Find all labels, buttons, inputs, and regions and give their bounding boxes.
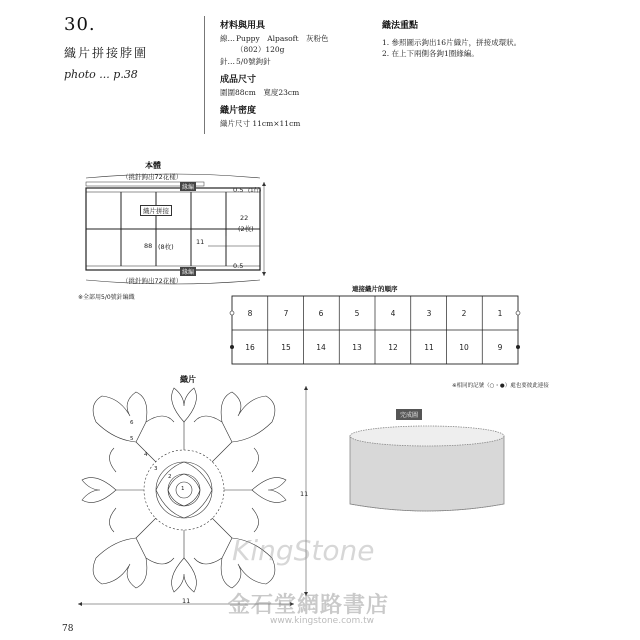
order-cell: 11 <box>424 343 434 352</box>
yarn-value: Puppy Alpasoft 灰粉色 <box>236 34 329 43</box>
size-heading: 成品尺寸 <box>220 75 257 85</box>
body-total-height-unit: (2枚) <box>238 225 254 233</box>
finished-label: 完成圖 <box>396 409 422 420</box>
order-cell: 7 <box>283 309 289 318</box>
motif-chart-title: 織片 <box>180 375 196 384</box>
order-cell: 6 <box>318 309 324 318</box>
yarn-detail: （802）120g <box>236 45 285 54</box>
order-cell: 15 <box>281 343 291 352</box>
page-number: 78 <box>62 624 74 634</box>
motif-height-label: 11 <box>300 490 309 498</box>
order-cell: 3 <box>426 309 432 318</box>
order-cell: 2 <box>461 309 467 318</box>
round-mark: 5 <box>130 436 134 442</box>
edge-label-top: 緣編 <box>182 184 195 191</box>
order-cell: 5 <box>354 309 360 318</box>
header-divider <box>204 16 205 134</box>
pattern-title: 織片拼接脖圍 <box>64 46 149 60</box>
motif-stitch-diagram <box>74 382 314 614</box>
watermark-cn: 金石堂網路書店 <box>228 592 390 618</box>
hook-label: 針… <box>220 57 235 66</box>
method-step-2: 2. 在上下兩側各鉤1圈緣編。 <box>382 49 479 58</box>
body-top-note: （挑針鉤出72花樣） <box>122 173 183 181</box>
body-width-label: 88 <box>144 242 153 250</box>
motif-width-label: 11 <box>182 597 191 605</box>
motif-join-label: 織片拼接 <box>140 205 172 216</box>
gauge-heading: 織片密度 <box>220 106 257 116</box>
method-heading: 織法重點 <box>382 21 419 31</box>
body-chart-title: 本體 <box>145 161 161 170</box>
round-mark: 1 <box>181 486 185 492</box>
edge-height-top: 0.5 <box>233 186 244 194</box>
materials-heading: 材料與用具 <box>220 21 266 31</box>
order-cell: 10 <box>459 343 469 352</box>
round-mark: 6 <box>130 420 134 426</box>
method-step-1: 1. 參照圖示鉤出16片織片，拼接成環狀。 <box>382 38 522 47</box>
edge-label-bottom: 緣編 <box>182 269 195 276</box>
order-chart-grid <box>226 294 526 368</box>
body-footnote: ※全部用5/0號針編織 <box>78 294 135 301</box>
body-width-unit: (8枚) <box>158 243 174 251</box>
round-mark: 4 <box>144 452 148 458</box>
order-chart-title: 連接織片的順序 <box>352 285 398 293</box>
round-mark: 2 <box>168 474 172 480</box>
order-cell: 1 <box>497 309 503 318</box>
edge-height-bottom: 0.5 <box>233 262 244 270</box>
body-row-unit-top: (1行) <box>248 188 262 194</box>
pattern-number: 30. <box>64 14 96 35</box>
hook-value: 5/0號鉤針 <box>236 57 271 66</box>
body-motif-width: 11 <box>196 238 205 246</box>
gauge-value: 織片尺寸 11cm×11cm <box>220 119 301 128</box>
yarn-label: 線… <box>220 34 235 43</box>
order-legend: ※相同的記號（○・●）處也要彼此連接 <box>452 383 549 389</box>
order-cell: 13 <box>352 343 362 352</box>
size-value: 圍圍88cm 寬度23cm <box>220 88 300 97</box>
round-mark: 3 <box>154 466 158 472</box>
order-cell: 8 <box>247 309 253 318</box>
photo-reference: photo ... p.38 <box>64 68 138 81</box>
order-cell: 12 <box>388 343 398 352</box>
watermark-brand: KingStone <box>232 534 375 567</box>
order-cell: 4 <box>390 309 396 318</box>
order-cell: 9 <box>497 343 503 352</box>
finished-scarf-illustration <box>346 420 508 520</box>
body-bottom-note: （挑針鉤出72花樣） <box>122 277 183 285</box>
body-total-height: 22 <box>240 214 249 222</box>
order-cell: 14 <box>316 343 326 352</box>
watermark-url: www.kingstone.com.tw <box>270 616 375 626</box>
order-cell: 16 <box>245 343 255 352</box>
